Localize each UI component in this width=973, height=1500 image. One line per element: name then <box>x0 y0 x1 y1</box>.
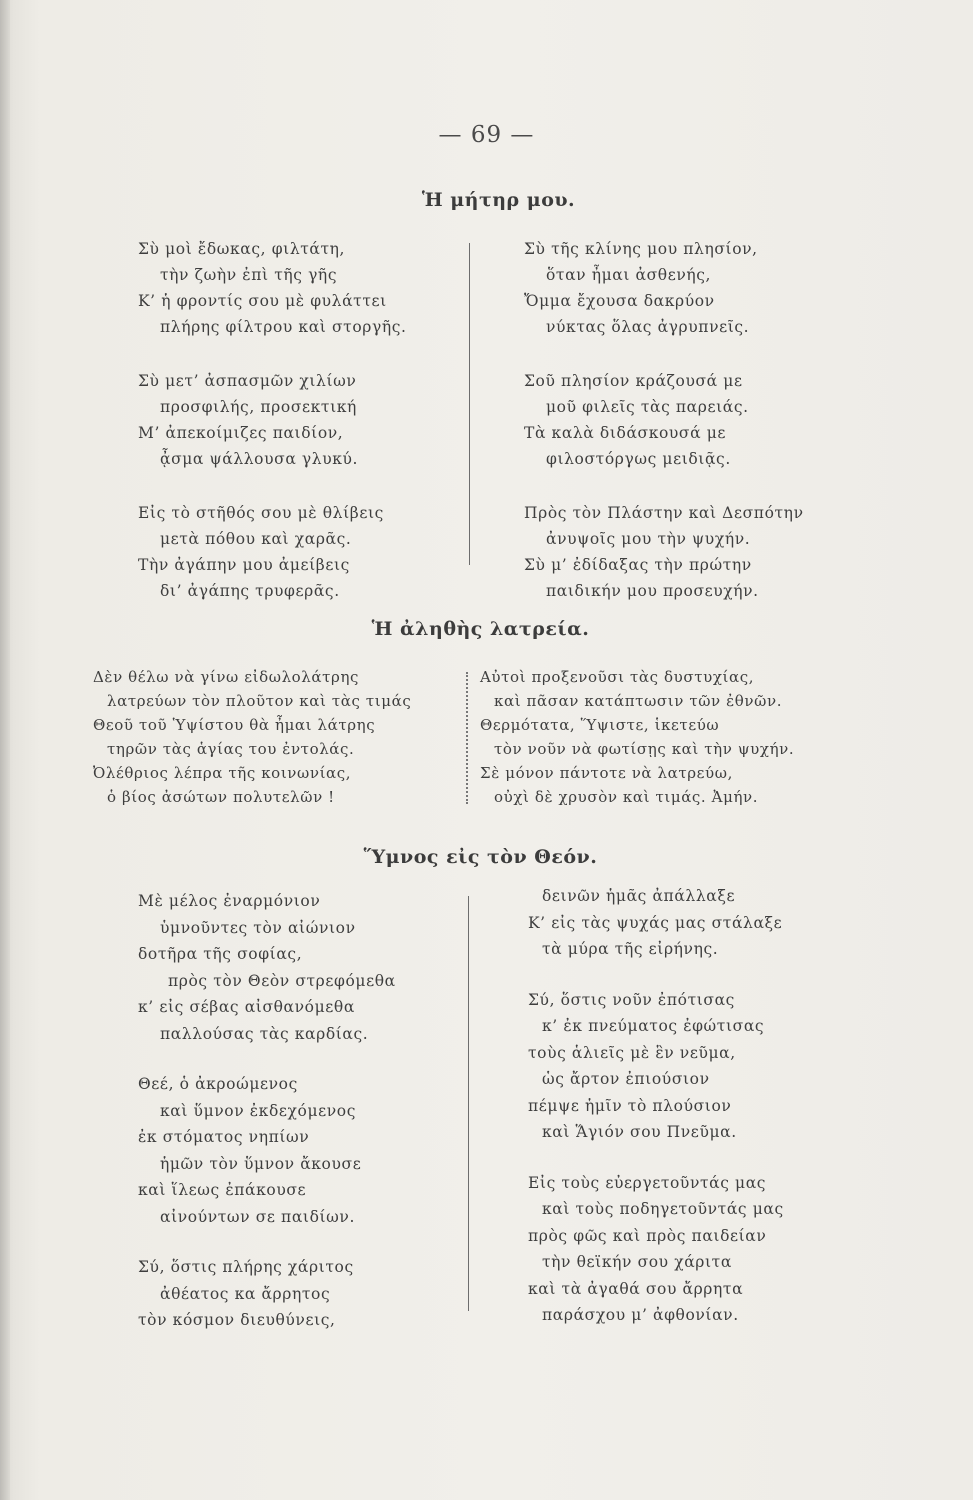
verse-line: μοῦ φιλεῖς τὰς παρειάς. <box>546 398 749 416</box>
verse-line: Σὺ μοὶ ἔδωκας, φιλτάτη, <box>138 240 346 258</box>
poem-mother-right-column <box>524 236 804 604</box>
verse-line: πρὸς φῶς καὶ πρὸς παιδείαν <box>528 1226 767 1245</box>
poem-title-hymn-to-god: Ὕμνος εἰς τὸν Θεόν. <box>363 846 598 868</box>
verse-line: Ὄμμα ἔχουσα δακρύον <box>524 292 715 310</box>
verse-line: τὰ μύρα τῆς εἰρήνης. <box>542 940 719 958</box>
page-number: — 69 — <box>438 122 535 148</box>
verse-line: παράσχου μ’ ἀφθονίαν. <box>542 1306 739 1324</box>
verse-line: προσφιλής, προσεκτική <box>160 398 357 416</box>
verse-line: τὴν θεϊκήν σου χάριτα <box>542 1253 732 1271</box>
verse-line: Θεέ, ὁ ἀκροώμενος <box>138 1075 298 1093</box>
verse-line: Σὺ μετ’ ἀσπασμῶν χιλίων <box>138 372 357 390</box>
verse-line: λατρεύων τὸν πλοῦτον καὶ τὰς τιμάς <box>107 692 412 710</box>
poem-hymn-right-column <box>528 883 784 1329</box>
verse-line: πλήρης φίλτρου καὶ στοργῆς. <box>160 318 407 336</box>
verse-line: Σὺ μ’ ἐδίδαξας τὴν πρώτην <box>524 556 752 574</box>
verse-line: μετὰ πόθου καὶ χαρᾶς. <box>160 530 352 548</box>
verse-line: Τὰ καλὰ διδάσκουσά με <box>524 424 727 442</box>
verse-line: ἡμῶν τὸν ὕμνον ἄκουσε <box>160 1154 362 1173</box>
verse-line: ἀθέατος κα ἄρρητος <box>160 1284 331 1303</box>
page-gutter <box>0 0 10 1500</box>
verse-line: πρὸς τὸν Θεὸν στρεφόμεθα <box>168 971 396 990</box>
verse-line: Κ’ ἡ φροντίς σου μὲ φυλάττει <box>138 292 387 310</box>
verse-line: δεινῶν ἡμᾶς ἀπάλλαξε <box>542 887 736 905</box>
verse-line: πέμψε ἡμῖν τὸ πλούσιον <box>528 1096 732 1115</box>
verse-line: Θεοῦ τοῦ Ὑψίστου θὰ ἦμαι λάτρης <box>93 716 376 734</box>
poem-hymn-left-column <box>138 888 396 1334</box>
verse-line: παλλούσας τὰς καρδίας. <box>160 1024 369 1043</box>
verse-line: ὑμνοῦντες τὸν αἰώνιον <box>160 918 356 937</box>
verse-line: ἀνυψοῖς μου τὴν ψυχήν. <box>546 530 751 548</box>
verse-line: Τὴν ἀγάπην μου ἀμείβεις <box>138 556 350 574</box>
verse-line: ἐκ στόματος νηπίων <box>138 1128 310 1146</box>
verse-line: κ’ εἰς σέβας αἰσθανόμεθα <box>138 998 355 1016</box>
poem-title-mother: Ἡ μήτηρ μου. <box>421 189 576 211</box>
verse-line: αἰνούντων σε παιδίων. <box>160 1207 355 1226</box>
verse-line: οὐχὶ δὲ χρυσὸν καὶ τιμάς. Ἀμήν. <box>494 788 759 806</box>
poem-title-true-worship: Ἡ ἀληθὴς λατρεία. <box>371 618 590 640</box>
verse-line: Θερμότατα, Ὕψιστε, ἱκετεύω <box>480 716 720 734</box>
verse-line: δοτῆρα τῆς σοφίας, <box>138 945 303 963</box>
verse-line: ὅταν ἦμαι ἀσθενής, <box>546 266 712 284</box>
column-divider <box>469 243 470 565</box>
poem-worship-right-column <box>480 665 794 809</box>
verse-line: παιδικήν μου προσευχήν. <box>546 582 759 600</box>
verse-line: Σύ, ὅστις πλήρης χάριτος <box>138 1258 354 1276</box>
verse-line: ὁ βίος ἀσώτων πολυτελῶν ! <box>107 788 335 806</box>
verse-line: τοὺς ἁλιεῖς μὲ ἓν νεῦμα, <box>528 1043 736 1062</box>
verse-line: καὶ Ἅγιόν σου Πνεῦμα. <box>542 1123 737 1141</box>
verse-line: καὶ ἵλεως ἐπάκουσε <box>138 1181 307 1199</box>
verse-line: τὴν ζωὴν ἐπὶ τῆς γῆς <box>160 266 338 284</box>
verse-line: τὸν νοῦν νὰ φωτίσῃς καὶ τὴν ψυχήν. <box>494 740 795 758</box>
verse-line: Σὲ μόνον πάντοτε νὰ λατρεύω, <box>480 764 733 782</box>
verse-line: Σὺ τῆς κλίνης μου πλησίον, <box>524 240 758 258</box>
verse-line: ὡς ἄρτον ἐπιούσιον <box>542 1070 710 1088</box>
verse-line: Σοῦ πλησίον κράζουσά με <box>524 372 743 390</box>
verse-line: κ’ ἐκ πνεύματος ἐφώτισας <box>542 1017 765 1035</box>
verse-line: καὶ τὰ ἀγαθά σου ἄρρητα <box>528 1279 744 1298</box>
verse-line: Πρὸς τὸν Πλάστην καὶ Δεσπότην <box>524 504 804 522</box>
verse-line: τηρῶν τὰς ἁγίας του ἐντολάς. <box>107 740 355 758</box>
verse-line: Μὲ μέλος ἐναρμόνιον <box>138 892 321 910</box>
verse-line: ᾆσμα ψάλλουσα γλυκύ. <box>160 450 359 468</box>
verse-line: δι’ ἀγάπης τρυφερᾶς. <box>160 582 340 600</box>
verse-line: καὶ ὕμνον ἐκδεχόμενος <box>160 1101 356 1120</box>
column-divider <box>468 896 469 1311</box>
verse-line: νύκτας ὅλας ἀγρυπνεῖς. <box>546 318 750 336</box>
verse-line: Μ’ ἀπεκοίμιζες παιδίον, <box>138 424 344 442</box>
verse-line: τὸν κόσμον διευθύνεις, <box>138 1311 336 1329</box>
verse-line: φιλοστόργως μειδιᾷς. <box>546 450 731 468</box>
verse-line: καὶ τοὺς ποδηγετοῦντάς μας <box>542 1200 784 1218</box>
verse-line: καὶ πᾶσαν κατάπτωσιν τῶν ἐθνῶν. <box>494 692 783 710</box>
dotted-column-divider <box>466 672 468 804</box>
verse-line: Εἰς τὸ στῆθός σου μὲ θλίβεις <box>138 504 384 522</box>
verse-line: Αὐτοὶ προξενοῦσι τὰς δυστυχίας, <box>480 668 755 686</box>
verse-line: Σύ, ὅστις νοῦν ἐπότισας <box>528 990 735 1009</box>
verse-line: Εἰς τοὺς εὐεργετοῦντάς μας <box>528 1173 767 1192</box>
poem-worship-left-column <box>93 665 411 809</box>
poem-mother-left-column <box>138 236 407 604</box>
verse-line: Δὲν θέλω νὰ γίνω εἰδωλολάτρης <box>93 668 360 686</box>
verse-line: Κ’ εἰς τὰς ψυχάς μας στάλαξε <box>528 913 783 932</box>
verse-line: Ὀλέθριος λέπρα τῆς κοινωνίας, <box>93 764 352 782</box>
